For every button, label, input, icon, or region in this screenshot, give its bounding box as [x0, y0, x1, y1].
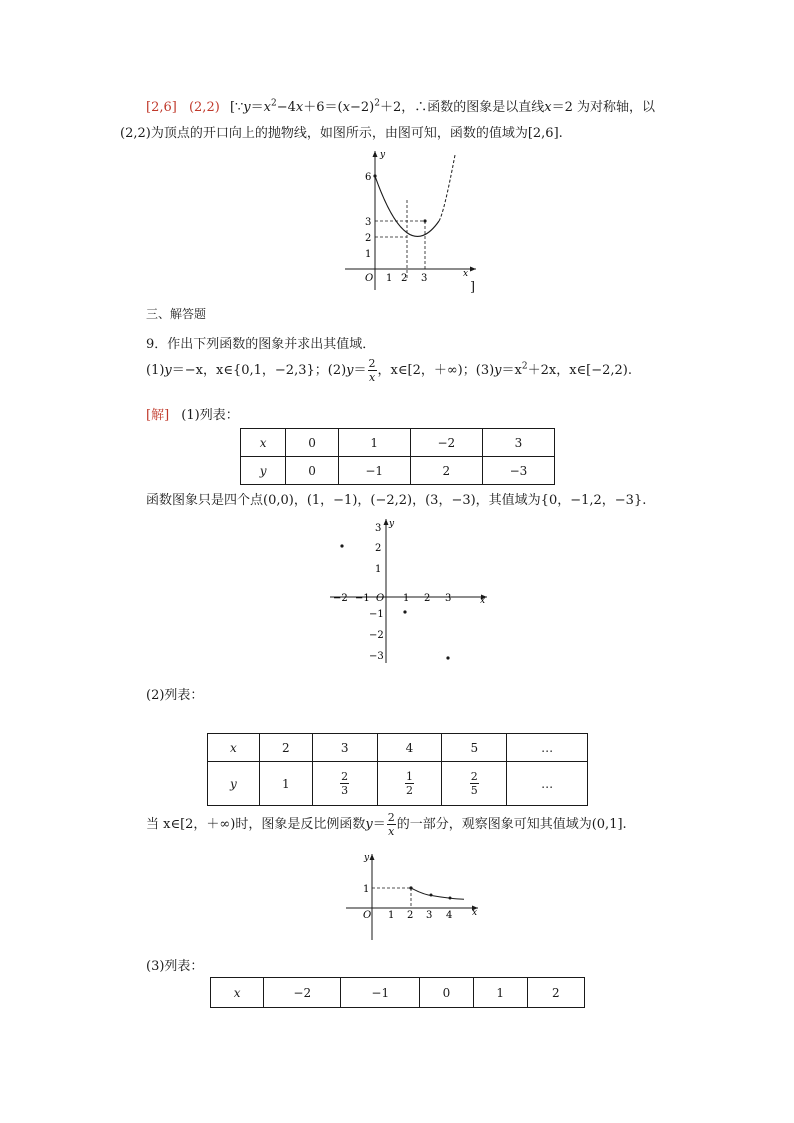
value-table-1: x 0 1 −2 3 y 0 −1 2 −3: [240, 428, 555, 485]
svg-text:2: 2: [401, 273, 408, 284]
solution-tag: [解]: [146, 408, 170, 423]
svg-text:O: O: [363, 910, 372, 921]
svg-text:1: 1: [403, 593, 410, 604]
svg-text:4: 4: [446, 910, 453, 921]
svg-text:1: 1: [386, 273, 393, 284]
svg-text:6: 6: [365, 172, 372, 183]
section-title: 三、解答题: [146, 307, 207, 321]
svg-text:2: 2: [424, 593, 431, 604]
svg-text:O: O: [365, 273, 374, 284]
svg-text:x: x: [480, 596, 486, 606]
svg-text:2: 2: [407, 910, 414, 921]
points-figure: [325, 515, 495, 665]
solution-header: [解] (1)列表：: [146, 408, 239, 423]
value-table-3: x −2 −1 0 1 2: [210, 977, 585, 1008]
svg-text:−1: −1: [369, 609, 384, 620]
svg-text:1: 1: [388, 910, 395, 921]
svg-text:−3: −3: [369, 651, 384, 662]
answer-line-2: (2,2)为顶点的开口向上的抛物线，如图所示，由图可知，函数的值域为[2,6].: [120, 126, 563, 141]
answer-vertex: (2,2): [188, 100, 220, 115]
svg-text:y: y: [380, 150, 386, 160]
svg-text:1: 1: [365, 249, 372, 260]
part2-label: (2)列表：: [146, 688, 204, 703]
svg-text:3: 3: [365, 217, 372, 228]
part3-label: (3)列表：: [146, 959, 204, 974]
reciprocal-figure: [342, 850, 482, 942]
parabola-figure: [340, 145, 490, 295]
svg-text:3: 3: [426, 910, 433, 921]
svg-text:1: 1: [375, 564, 382, 575]
svg-text:x: x: [463, 269, 469, 279]
svg-text:−1: −1: [355, 593, 370, 604]
svg-text:O: O: [376, 593, 385, 604]
value-table-2: x 2 3 4 5 … y 1 $\frac{2}{3}$ $\frac{1}{2}$ $\frac{2}{5}$ …: [207, 733, 588, 806]
svg-text:x: x: [472, 908, 478, 918]
answer-line-1: [2,6] (2,2) [$\because y=x^2-4x+6=(x-2)^2+2$，∴函数的图象是以直线x＝2 为对称轴，以: [146, 98, 655, 115]
question-stem: 9．作出下列函数的图象并求出其值域．: [146, 337, 376, 352]
svg-text:2: 2: [375, 543, 382, 554]
part2-result: 当 x∈[2，＋∞)时，图象是反比例函数y＝ $\frac{2}{x}$ 的一部分，观察图象可知其值域为(0,1].: [146, 811, 627, 838]
svg-text:−2: −2: [369, 630, 384, 641]
svg-text:y: y: [364, 853, 370, 863]
svg-text:2: 2: [365, 233, 372, 244]
svg-text:3: 3: [445, 593, 452, 604]
svg-text:1: 1: [363, 884, 370, 895]
svg-text:3: 3: [375, 523, 382, 534]
question-parts: (1)y＝−x，x∈{0,1，−2,3}；(2)y＝ $\frac{2}{x}$ ，x∈[2，＋∞)；$(3)y=x^2+2x$，x∈[−2,2).: [146, 357, 633, 384]
svg-text:3: 3: [421, 273, 428, 284]
part1-result: 函数图象只是四个点(0,0)，(1，−1)，(−2,2)，(3，−3)，其值域为{0，−1,2，−3}.: [146, 493, 647, 508]
svg-text:−2: −2: [333, 593, 348, 604]
close-bracket: ]: [470, 280, 476, 295]
answer-range: [2,6]: [146, 100, 177, 115]
svg-text:y: y: [389, 519, 395, 529]
